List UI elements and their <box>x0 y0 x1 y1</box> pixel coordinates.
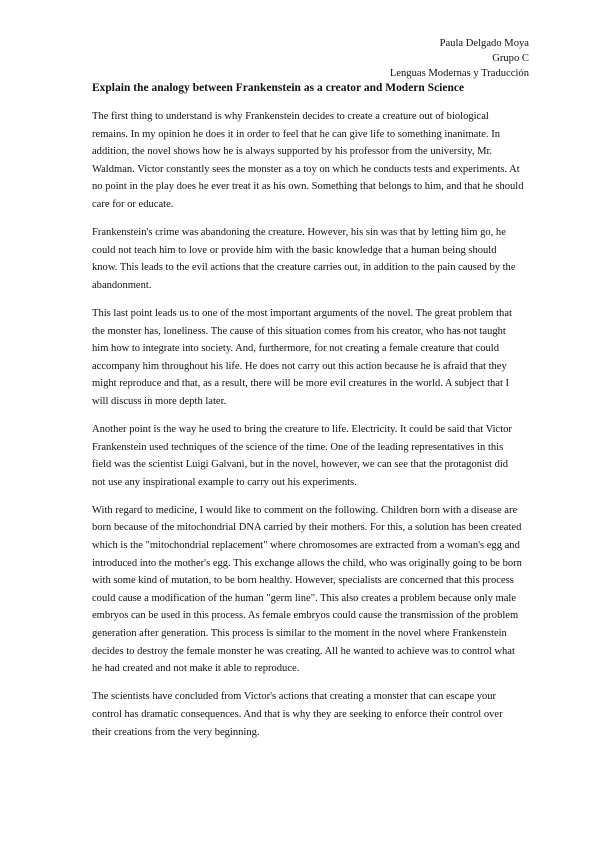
paragraph-6: The scientists have concluded from Victor's actions that creating a monster that can escape your control has dramatic consequences. And that is why they are seeking to enforce their control over their creations from the very beginning. <box>92 691 503 738</box>
paragraph-5: With regard to medicine, I would like to comment on the following. Children born with a disease are born because of the mitochondrial DNA carried by their mothers. For this, a solution has been created which is the "mitochondrial replacement" where chromosomes are extracted from a woman's egg and introduced into the mother's egg. This exchange allows the child, who was originally going to be born with some kind of mutation, to be born healthy. However, specialists are concerned that this process could cause a modification of the human "germ line". This also creates a problem because only male embryos can be used in this process. As female embryos could cause the transmission of the problem generation after generation. This process is similar to the moment in the novel where Frankenstein decides to destroy the female monster he was creating. All he wanted to achieve was to control what he had created and not make it able to reproduce. <box>92 504 522 675</box>
document-title: Explain the analogy between Frankenstein as a creator and Modern Science <box>92 82 465 94</box>
paragraph-3: This last point leads us to one of the most important arguments of the novel. The great problem that the monster has, loneliness. The cause of this situation comes from his creator, who has not taught him how to integrate into society. And, furthermore, for not creating a female creature that could accompany him throughout his life. He does not carry out this action because he is afraid that they might reproduce and that, as a result, there will be more evil creatures in the world. A subject that I will discuss in more depth later. <box>92 307 512 407</box>
group-name: Grupo C <box>492 53 529 64</box>
paragraph-4: Another point is the way he used to bring the creature to life. Electricity. It could be said that Victor Frankenstein used techniques of the science of the time. One of the leading representatives in this field was the scientist Luigi Galvani, but in the novel, however, we can see that the protagonist did not use any inspirational example to carry out his experiments. <box>92 424 512 488</box>
paragraph-2: Frankenstein's crime was abandoning the creature. However, his sin was that by letting him go, he could not teach him to love or provide him with the basic knowledge that a human being should know. This leads to the evil actions that the creature carries out, in addition to the pain caused by the abandonment. <box>92 227 516 291</box>
author-header <box>390 36 529 81</box>
degree-name: Lenguas Modernas y Traducción <box>389 68 529 79</box>
author-name: Paula Delgado Moya <box>439 38 529 49</box>
paragraph-1: The first thing to understand is why Frankenstein decides to create a creature out of biological remains. In my opinion he does it in order to feel that he can give life to something inanimate. In addition, the novel shows how he is always supported by his professor from the university, Mr. Waldman. Victor constantly sees the monster as a toy on which he conducts tests and experiments. At no point in the play does he ever treat it as his own. Something that belongs to him, and that he should care for or educate. <box>92 111 524 210</box>
essay-body <box>92 108 524 752</box>
